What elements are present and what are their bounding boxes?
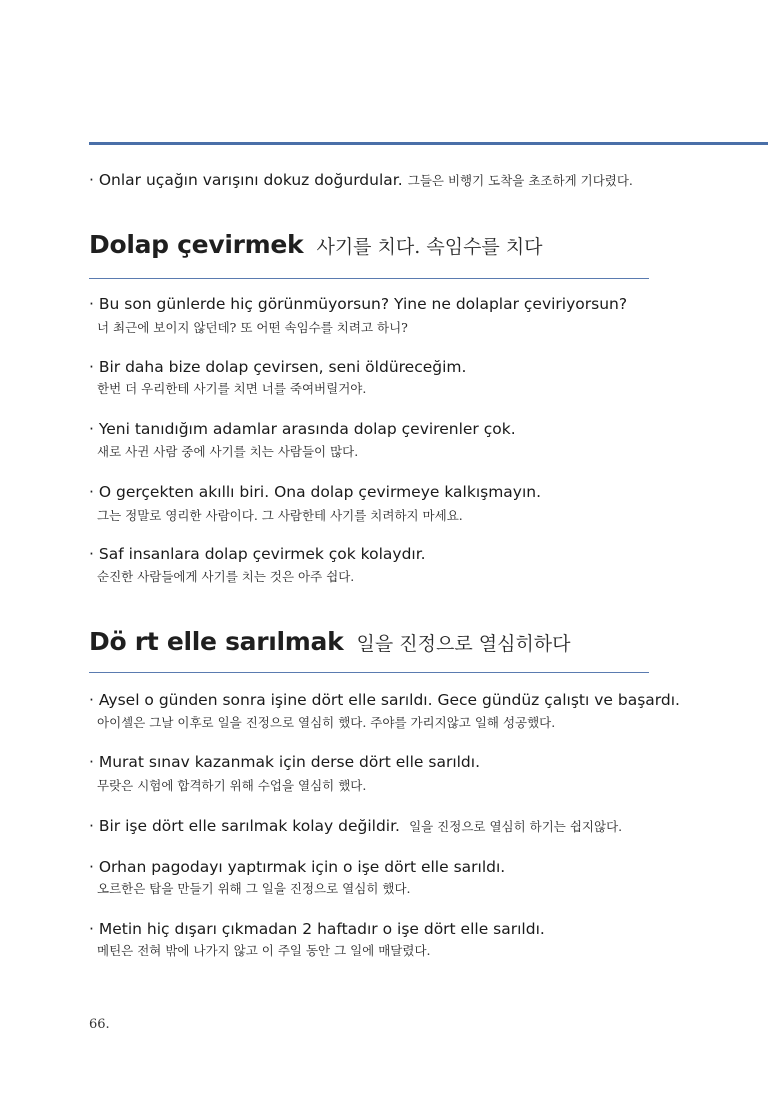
example-korean: 순진한 사람들에게 사기를 치는 것은 아주 쉽다.: [97, 569, 355, 584]
example-korean: 아이셀은 그날 이후로 일을 진정으로 열심히 했다. 주야를 가리지않고 일해 성공했다.: [97, 715, 556, 730]
section-divider: [89, 672, 649, 673]
example-turkish: · Yeni tanıdığım adamlar arasında dolap çevirenler çok.: [89, 420, 516, 438]
example-korean: 일을 진정으로 열심히 하기는 쉽지않다.: [409, 819, 623, 834]
section-title-korean: 일을 진정으로 열심히하다: [356, 633, 571, 655]
example-turkish: · O gerçekten akıllı biri. Ona dolap çevirmeye kalkışmayın.: [89, 483, 542, 501]
example-korean: 너 최근에 보이지 않던데? 또 어떤 속임수를 치려고 하니?: [97, 320, 408, 335]
section-divider: [89, 278, 649, 279]
section-heading-dort-elle: [89, 627, 571, 656]
page-number: 66.: [89, 1017, 110, 1032]
example-turkish: · Bir daha bize dolap çevirsen, seni öldüreceğim.: [89, 358, 467, 376]
example-korean: 그는 정말로 영리한 사람이다. 그 사람한테 사기를 치려하지 마세요.: [97, 508, 463, 523]
example-turkish: · Orhan pagodayı yaptırmak için o işe dört elle sarıldı.: [89, 858, 506, 876]
example-korean: 메틴은 전혀 밖에 나가지 않고 이 주일 동안 그 일에 매달렸다.: [97, 943, 431, 958]
example-turkish: · Bir işe dört elle sarılmak kolay değildir.: [89, 817, 400, 835]
top-accent-rule: [89, 142, 768, 145]
example-turkish: · Saf insanlara dolap çevirmek çok kolaydır.: [89, 545, 426, 563]
section-heading-dolap: [89, 230, 543, 259]
intro-korean: 그들은 비행기 도착을 초조하게 기다렸다.: [407, 173, 633, 188]
section-title-korean: 사기를 치다. 속임수를 치다: [316, 236, 543, 258]
example-turkish: · Aysel o günden sonra işine dört elle sarıldı. Gece gündüz çalıştı ve başardı.: [89, 691, 680, 709]
example-inline: [89, 816, 622, 835]
example-korean: 새로 사귄 사람 중에 사기를 치는 사람들이 많다.: [97, 444, 359, 459]
example-korean: 오르한은 탑을 만들기 위해 그 일을 진정으로 열심히 했다.: [97, 881, 411, 896]
example-turkish: · Bu son günlerde hiç görünmüyorsun? Yine ne dolaplar çeviriyorsun?: [89, 295, 628, 313]
section-title-turkish: Dolap çevirmek: [89, 230, 304, 259]
example-korean: 한번 더 우리한테 사기를 치면 너를 죽여버릴거야.: [97, 381, 367, 396]
section-title-turkish: Dö rt elle sarılmak: [89, 627, 344, 656]
example-turkish: · Murat sınav kazanmak için derse dört elle sarıldı.: [89, 753, 481, 771]
intro-turkish: · Onlar uçağın varışını dokuz doğurdular.: [89, 171, 403, 189]
intro-example: [89, 170, 633, 189]
example-korean: 무랏은 시험에 합격하기 위해 수업을 열심히 했다.: [97, 778, 367, 793]
example-turkish: · Metin hiç dışarı çıkmadan 2 haftadır o işe dört elle sarıldı.: [89, 920, 545, 938]
